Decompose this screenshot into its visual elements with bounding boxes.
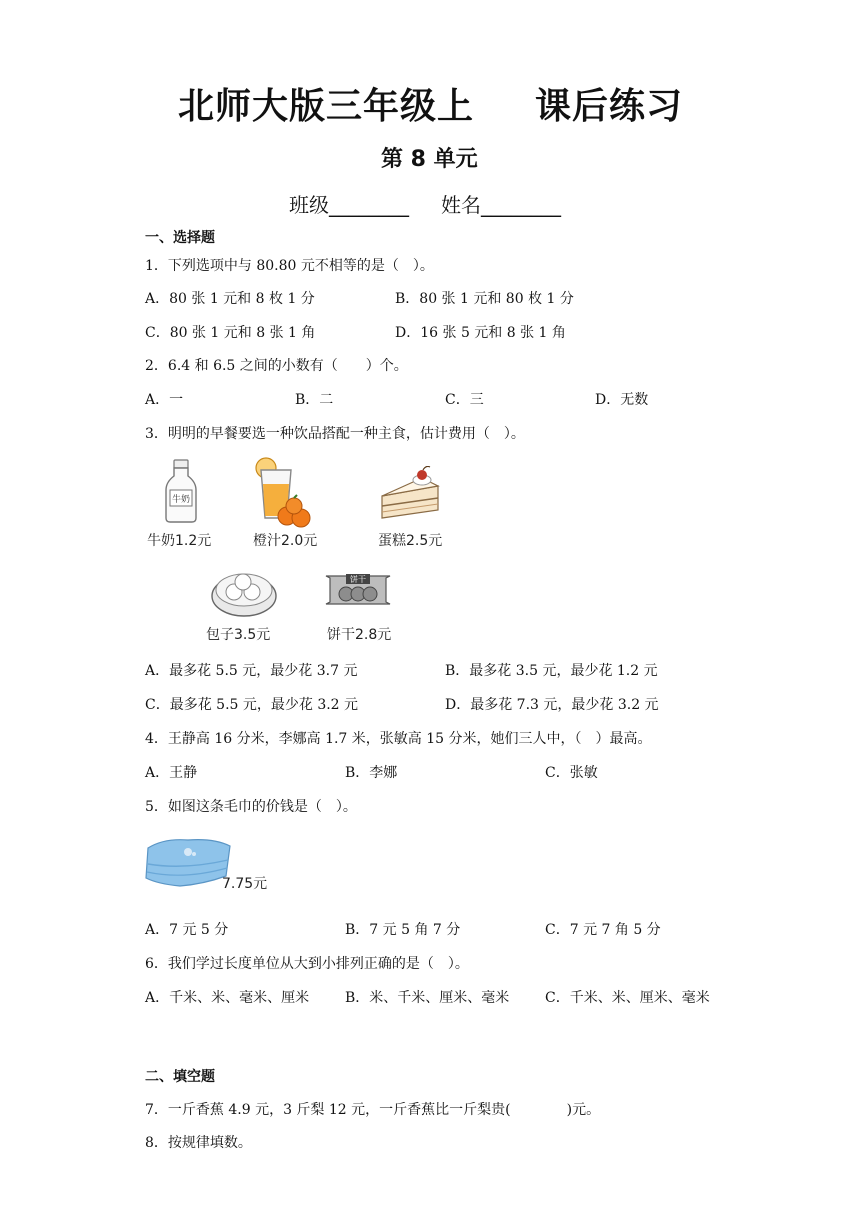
- cake-slice-icon: [378, 466, 444, 522]
- question-6-option-a: A．千米、米、毫米、厘米: [145, 990, 310, 1006]
- title-left: 北师大版三年级上: [178, 86, 475, 127]
- question-5-option-a: A．7 元 5 分: [145, 922, 229, 938]
- milk-bottle-icon: [160, 458, 202, 524]
- unit-title: 第 8 单元: [381, 147, 478, 172]
- juice-price-label: 橙汁2.0元: [253, 533, 318, 549]
- name-field: 姓名________: [441, 193, 561, 217]
- question-1-option-b: B．80 张 1 元和 80 枚 1 分: [395, 291, 574, 307]
- section-heading-choice: 一、选择题: [145, 230, 215, 246]
- question-6-stem: 6．我们学过长度单位从大到小排列正确的是（ ）。: [145, 956, 469, 972]
- biscuit-price-label: 饼干2.8元: [327, 627, 392, 643]
- towel-icon: [144, 834, 234, 890]
- question-5-stem: 5．如图这条毛巾的价钱是（ ）。: [145, 799, 357, 815]
- question-2-option-b: B．二: [295, 392, 334, 408]
- orange-juice-icon: [247, 456, 319, 528]
- section-heading-fill: 二、填空题: [145, 1069, 215, 1085]
- question-2-stem: 2．6.4 和 6.5 之间的小数有（ ）个。: [145, 358, 408, 374]
- question-4-stem: 4．王静高 16 分米，李娜高 1.7 米，张敏高 15 分米，她们三人中，（ ）最高。: [145, 731, 652, 747]
- question-5-option-c: C．7 元 7 角 5 分: [545, 922, 661, 938]
- question-2-option-a: A．一: [145, 392, 184, 408]
- question-8-stem: 8．按规律填数。: [145, 1135, 252, 1151]
- question-6-option-b: B．米、千米、厘米、毫米: [345, 990, 510, 1006]
- question-1-stem: 1．下列选项中与 80.80 元不相等的是（ ）。: [145, 258, 434, 274]
- question-3-option-d: D．最多花 7.3 元，最少花 3.2 元: [445, 697, 659, 713]
- question-5-option-b: B．7 元 5 角 7 分: [345, 922, 461, 938]
- steamed-buns-icon: [210, 562, 278, 618]
- question-3-option-c: C．最多花 5.5 元，最少花 3.2 元: [145, 697, 359, 713]
- question-4-option-b: B．李娜: [345, 765, 398, 781]
- question-3-option-a: A．最多花 5.5 元，最少花 3.7 元: [145, 663, 358, 679]
- bun-price-label: 包子3.5元: [206, 627, 271, 643]
- question-1-option-c: C．80 张 1 元和 8 张 1 角: [145, 325, 316, 341]
- biscuit-pack-icon: [324, 572, 392, 608]
- question-7-stem: 7．一斤香蕉 4.9 元，3 斤梨 12 元，一斤香蕉比一斤梨贵( )元。: [145, 1102, 601, 1118]
- cake-price-label: 蛋糕2.5元: [378, 533, 443, 549]
- milk-bottle-label: 牛奶: [171, 495, 191, 505]
- class-field: 班级________: [289, 193, 409, 217]
- biscuit-pack-label: 饼干: [350, 575, 366, 584]
- question-3-stem: 3．明明的早餐要选一种饮品搭配一种主食，估计费用（ ）。: [145, 426, 525, 442]
- question-6-option-c: C．千米、米、厘米、毫米: [545, 990, 710, 1006]
- title-right: 课后练习: [535, 86, 684, 127]
- question-3-option-b: B．最多花 3.5 元，最少花 1.2 元: [445, 663, 658, 679]
- question-2-option-c: C．三: [445, 392, 484, 408]
- towel-price-label: 7.75元: [222, 876, 268, 892]
- question-4-option-a: A．王静: [145, 765, 198, 781]
- question-2-option-d: D．无数: [595, 392, 649, 408]
- question-4-option-c: C．张敏: [545, 765, 598, 781]
- question-1-option-a: A．80 张 1 元和 8 枚 1 分: [145, 291, 315, 307]
- question-1-option-d: D．16 张 5 元和 8 张 1 角: [395, 325, 566, 341]
- milk-price-label: 牛奶1.2元: [147, 533, 212, 549]
